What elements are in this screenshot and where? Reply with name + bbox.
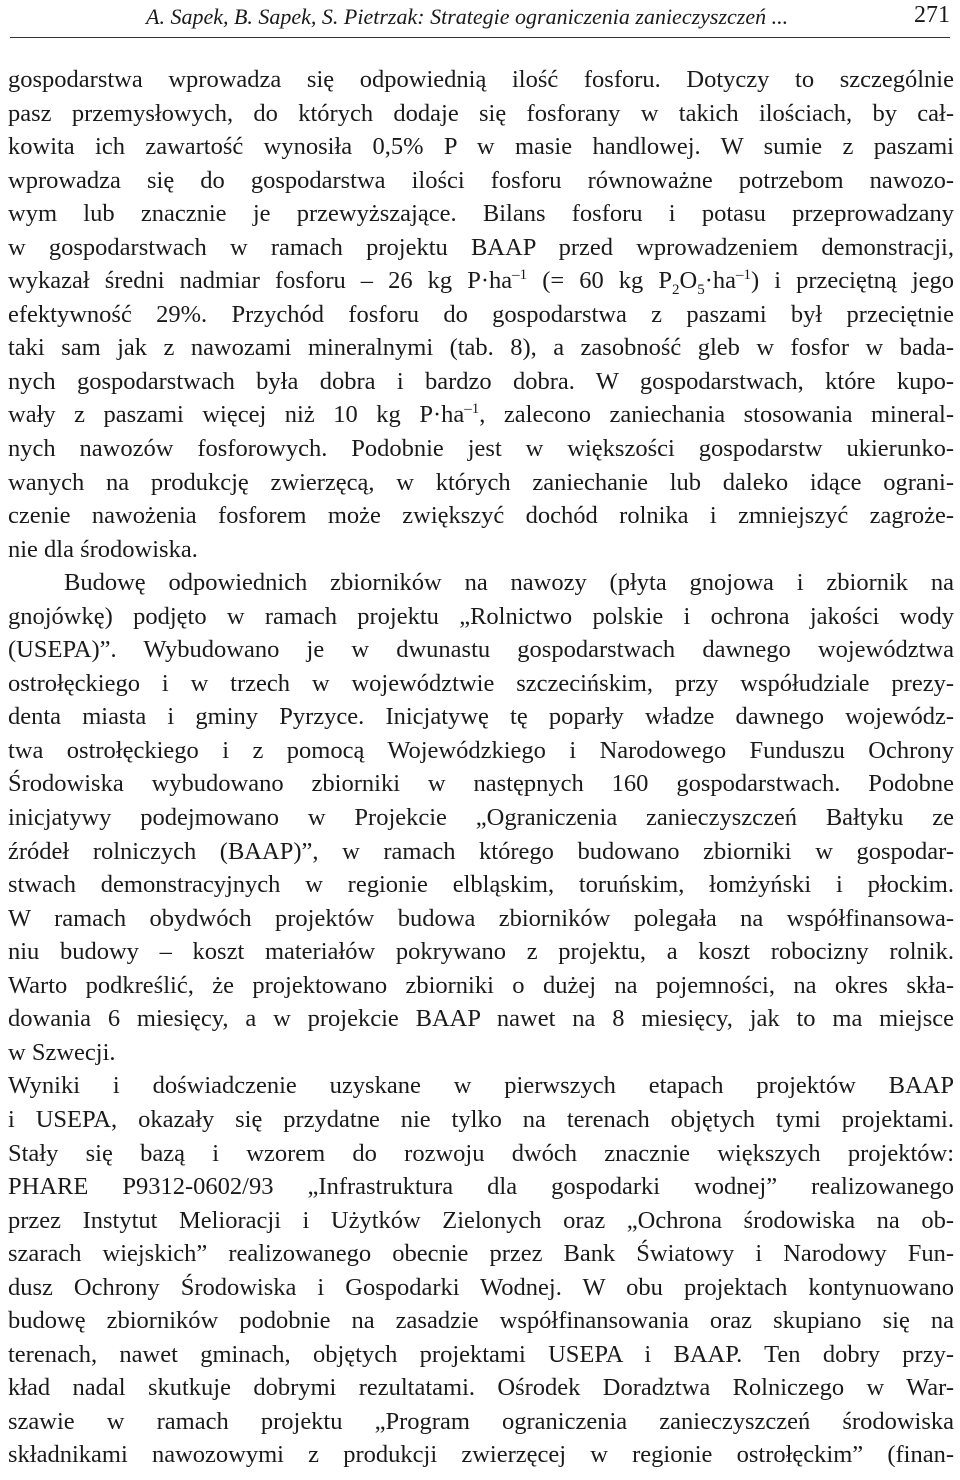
text-line: czenie nawożenia fosforem może zwiększyć dochód rolnika i zmniejszyć zagroże- — [8, 502, 954, 530]
text-line: nych gospodarstwach była dobra i bardzo dobra. W gospodarstwach, które kupo- — [8, 367, 954, 395]
text-line: Wyniki i doświadczenie uzyskane w pierwszych etapach projektów BAAP — [8, 1072, 954, 1100]
superscript: –1 — [736, 267, 752, 284]
text-line: taki sam jak z nawozami mineralnymi (tab. 8), a zasobność gleb w fosfor w bada- — [8, 334, 954, 362]
text-line: kowita ich zawartość wynosiła 0,5% P w masie handlowej. W sumie z paszami — [8, 133, 954, 161]
text-line: Stały się bazą i wzorem do rozwoju dwóch znacznie większych projektów: — [8, 1139, 954, 1167]
superscript: –1 — [512, 267, 528, 284]
text-line: składnikami nawozowymi z produkcji zwierzęcej w regionie ostrołęckim” (finan- — [8, 1441, 954, 1469]
text-line: gnojówkę) podjęto w ramach projektu „Rolnictwo polskie i ochrona jakości wody — [8, 602, 954, 630]
running-header — [0, 0, 960, 40]
text-line: PHARE P9312-0602/93 „Infrastruktura dla gospodarki wodnej” realizowanego — [8, 1173, 954, 1201]
text-line: wym lub znacznie je przewyższające. Bilans fosforu i potasu przeprowadzany — [8, 200, 954, 228]
text-line: kład nadal skutkuje dobrymi rezultatami. Ośrodek Doradztwa Rolniczego w War- — [8, 1374, 954, 1402]
text-line: nych nawozów fosforowych. Podobnie jest w większości gospodarstw ukierunko- — [8, 435, 954, 463]
text-line: inicjatywy podejmowano w Projekcie „Ograniczenia zanieczyszczeń Bałtyku ze — [8, 804, 954, 832]
text-line: Środowiska wybudowano zbiorniki w następnych 160 gospodarstwach. Podobne — [8, 770, 954, 798]
text-line: przez Instytut Melioracji i Użytków Zielonych oraz „Ochrona środowiska na ob- — [8, 1206, 954, 1234]
text-line: Warto podkreślić, że projektowano zbiorniki o dużej na pojemności, na okres skła- — [8, 971, 954, 999]
text-line: ostrołęckiego i w trzech w województwie szczecińskim, przy współudziale prezy- — [8, 669, 954, 697]
page-number: 271 — [914, 2, 950, 28]
text-line: szawie w ramach projektu „Program ograniczenia zanieczyszczeń środowiska — [8, 1407, 954, 1435]
text-line: pasz przemysłowych, do których dodaje się fosforany w takich ilościach, by cał- — [8, 99, 954, 127]
text-line: (USEPA)”. Wybudowano je w dwunastu gospodarstwach dawnego województwa — [8, 636, 954, 664]
text-line: denta miasta i gminy Pyrzyce. Inicjatywę tę poparły władze dawnego wojewódz- — [8, 703, 954, 731]
text-line: w Szwecji. — [8, 1038, 116, 1066]
running-head-title: A. Sapek, B. Sapek, S. Pietrzak: Strategie ograniczenia zanieczyszczeń ... — [146, 4, 789, 29]
text-line: W ramach obydwóch projektów budowa zbiorników polegała na współfinansowa- — [8, 904, 954, 932]
subscript: 5 — [697, 282, 705, 299]
text-line: wały z paszami więcej niż 10 kg $P\cdot ha^{-1}$, zalecono zaniechania stosowania mineral- — [8, 401, 954, 429]
body-text — [8, 63, 954, 1472]
text-line: i USEPA, okazały się przydatne nie tylko na terenach objętych tymi projektami. — [8, 1105, 954, 1133]
text-line: dowania 6 miesięcy, a w projekcie BAAP nawet na 8 miesięcy, jak to ma miejsce — [8, 1005, 954, 1033]
text-line: w gospodarstwach w ramach projektu BAAP przed wprowadzeniem demonstracji, — [8, 233, 954, 261]
text-line: wykazał średni nadmiar fosforu – 26 kg $P\cdot ha^{-1}$ (= 60 kg $P_2O_5\cdot ha^{-1}$) i przeciętną jego — [8, 267, 955, 299]
text-line: terenach, nawet gminach, objętych projektami USEPA i BAAP. Ten dobry przy- — [8, 1340, 954, 1368]
text-line: efektywność 29%. Przychód fosforu do gospodarstwa z paszami był przeciętnie — [8, 300, 954, 328]
text-line: Budowę odpowiednich zbiorników na nawozy (płyta gnojowa i zbiornik na — [64, 569, 954, 597]
superscript: –1 — [464, 401, 480, 418]
text-line: budowę zbiorników podobnie na zasadzie współfinansowania oraz skupiano się na — [8, 1307, 954, 1335]
text-line: niu budowy – koszt materiałów pokrywano z projektu, a koszt robocizny rolnik. — [8, 938, 954, 966]
text-line: twa ostrołęckiego i z pomocą Wojewódzkiego i Narodowego Funduszu Ochrony — [8, 736, 954, 764]
text-line: gospodarstwa wprowadza się odpowiednią ilość fosforu. Dotyczy to szczególnie — [8, 66, 954, 93]
text-line: źródeł rolniczych (BAAP)”, w ramach którego budowano zbiorniki w gospodar- — [8, 837, 954, 865]
text-line: wprowadza się do gospodarstwa ilości fosforu równoważne potrzebom nawozo- — [8, 166, 954, 194]
text-line: dusz Ochrony Środowiska i Gospodarki Wodnej. W obu projektach kontynuowano — [8, 1273, 954, 1301]
text-line: nie dla środowiska. — [8, 535, 198, 563]
subscript: 2 — [672, 282, 680, 299]
header-rule — [10, 37, 950, 38]
text-line: stwach demonstracyjnych w regionie elbląskim, toruńskim, łomżyński i płockim. — [8, 871, 954, 899]
text-line: wanych na produkcję zwierzęcą, w których zaniechanie lub daleko idące ograni- — [8, 468, 954, 496]
text-line: szarach wiejskich” realizowanego obecnie przez Bank Światowy i Narodowy Fun- — [8, 1240, 954, 1268]
